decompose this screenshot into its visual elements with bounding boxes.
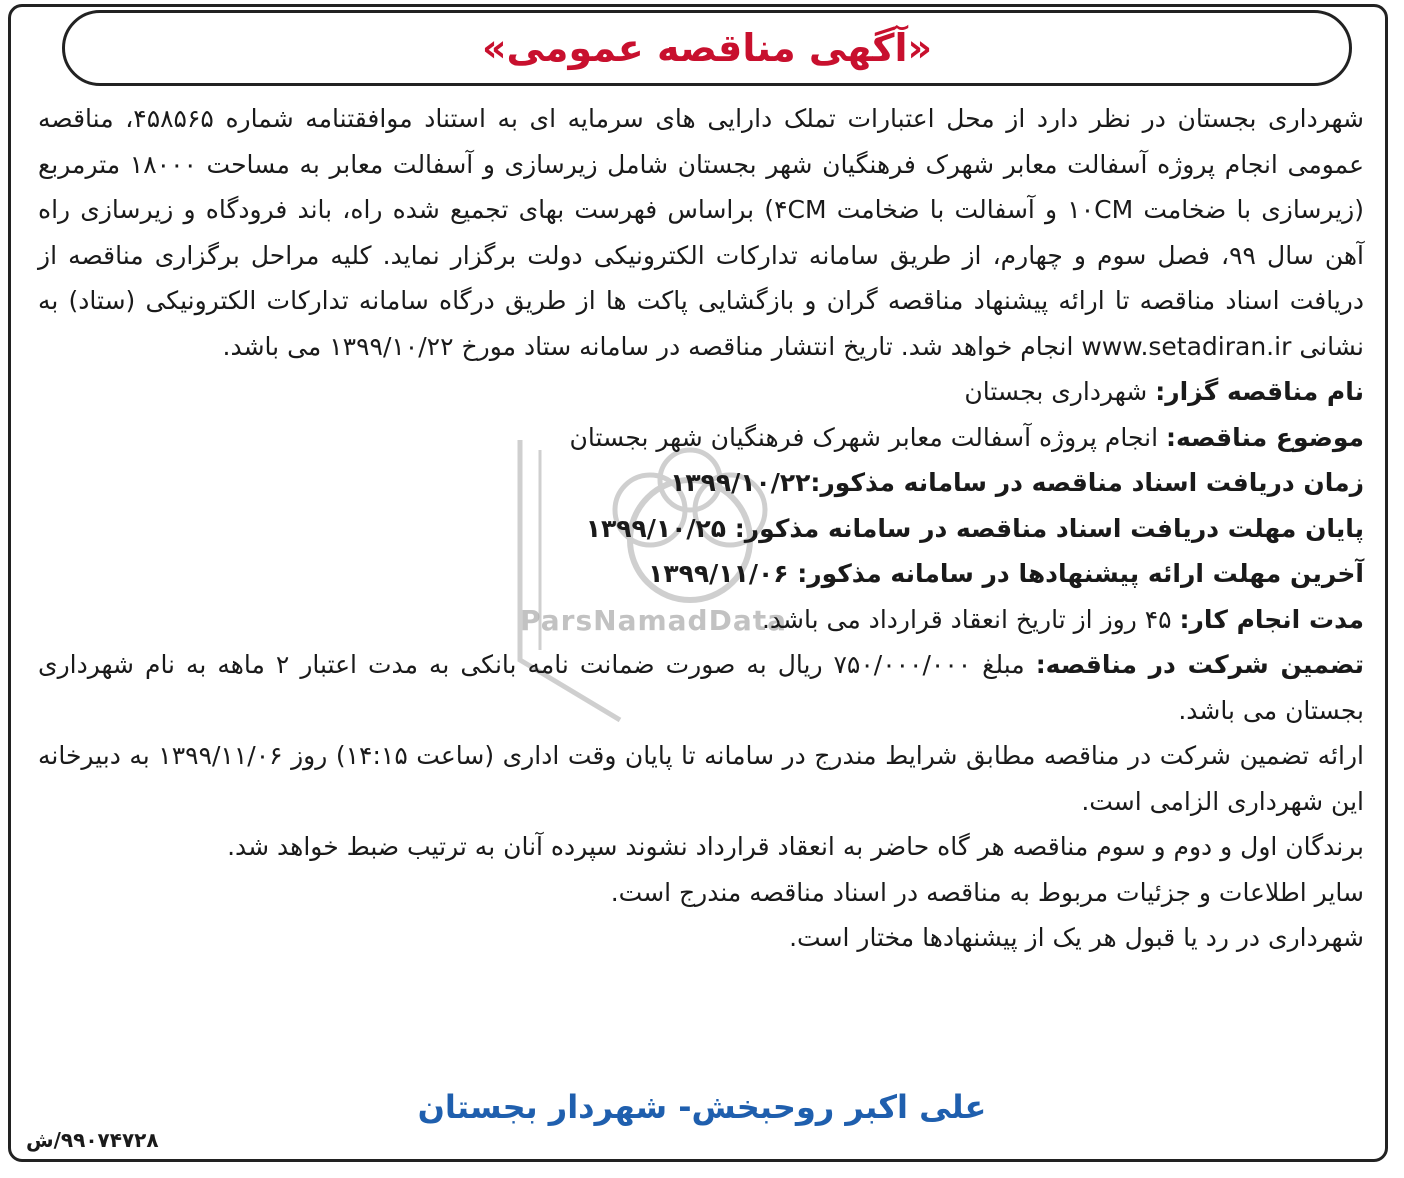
field-bid-deadline — [38, 551, 1364, 597]
field-docs-deadline — [38, 506, 1364, 552]
notice-body — [38, 96, 1364, 961]
paragraph-other-info: سایر اطلاعات و جزئیات مربوط به مناقصه در اسناد مناقصه مندرج است. — [610, 877, 1364, 907]
field-value: شهرداری بجستان — [964, 377, 1156, 406]
website-link[interactable]: www.setadiran.ir — [1081, 331, 1292, 361]
paragraph-rejection-right: شهرداری در رد یا قبول هر یک از پیشنهادها مختار است. — [789, 923, 1364, 952]
field-label: نام مناقصه گزار: — [1155, 377, 1364, 406]
field-value: مبلغ ۷۵۰/۰۰۰/۰۰۰ ریال به صورت ضمانت نامه بانکی به مدت اعتبار ۲ ماهه به نام شهرداری بجستان می باشد. — [38, 650, 1364, 725]
intro-end-text: انجام خواهد شد. تاریخ انتشار مناقصه در سامانه ستاد مورخ ۱۳۹۹/۱۰/۲۲ می باشد. — [222, 331, 1074, 361]
field-value: انجام پروژه آسفالت معابر شهرک فرهنگیان شهر بجستان — [569, 422, 1166, 452]
field-label: موضوع مناقصه: — [1166, 422, 1364, 452]
field-docs-receipt-date — [38, 460, 1364, 506]
paragraph-winners: برندگان اول و دوم و سوم مناقصه هر گاه حاضر به انعقاد قرارداد نشوند سپرده آنان به ترتیب ضبط خواهد شد. — [227, 832, 1364, 861]
field-label: مدت انجام کار: — [1179, 604, 1364, 634]
field-label: زمان دریافت اسناد مناقصه در سامانه مذکور: — [810, 468, 1364, 497]
notice-title: «آگهی مناقصه عمومی» — [481, 26, 933, 70]
field-label: تضمین شرکت در مناقصه: — [1035, 650, 1364, 679]
paragraph-guarantee-submission: ارائه تضمین شرکت در مناقصه مطابق شرایط مندرج در سامانه تا پایان وقت اداری (ساعت ۱۴:۱۵) روز ۱۳۹۹/۱۱/۰۶ به دبیرخانه این شهرداری الزامی است. — [38, 741, 1364, 816]
field-value: ۱۳۹۹/۱۰/۲۵ — [585, 513, 735, 543]
field-label: آخرین مهلت ارائه پیشنهادها در سامانه مذکور: — [797, 559, 1364, 588]
field-organizer — [38, 369, 1364, 415]
field-guarantee — [38, 642, 1364, 733]
field-subject — [38, 415, 1364, 461]
field-value: ۱۳۹۹/۱۱/۰۶ — [648, 559, 798, 588]
signature: علی اکبر روحبخش- شهردار بجستان — [417, 1088, 987, 1126]
intro-text: شهرداری بجستان در نظر دارد از محل اعتبارات تملک دارایی های سرمایه ای به استناد موافقتنامه شماره ۴۵۸۵۶۵، مناقصه عمومی انجام پروژه آسفالت معابر شهرک فرهنگیان شهر بجستان شامل زیرسازی و آسفالت معابر به مساحت ۱۸۰۰۰ مترمربع (زیرسازی با ضخامت ۱۰CM و آسفالت با ضخامت ۴CM) براساس فهرست بهای تجمیع شده راه، باند فرودگاه و زیرسازی راه آهن سال ۹۹، فصل سوم و چهارم، از طریق سامانه تدارکات الکترونیکی دولت برگزار نماید. کلیه مراحل برگزاری مناقصه از دریافت اسناد مناقصه تا ارائه پیشنهاد مناقصه گران و بازگشایی پاکت ها از طریق درگاه سامانه تدارکات الکترونیکی (ستاد) به نشانی — [38, 104, 1364, 361]
title-box — [62, 10, 1352, 86]
field-value: ۱۳۹۹/۱۰/۲۲ — [670, 468, 811, 497]
field-duration — [38, 597, 1364, 643]
intro-paragraph — [38, 96, 1364, 369]
watermark-text: ParsNamadData — [520, 604, 787, 637]
field-label: پایان مهلت دریافت اسناد مناقصه در سامانه مذکور: — [734, 513, 1364, 543]
field-value: ۴۵ روز از تاریخ انعقاد قرارداد می باشد. — [761, 604, 1180, 634]
notice-code: ۹۹۰۷۴۷۲۸/ش — [26, 1128, 159, 1152]
